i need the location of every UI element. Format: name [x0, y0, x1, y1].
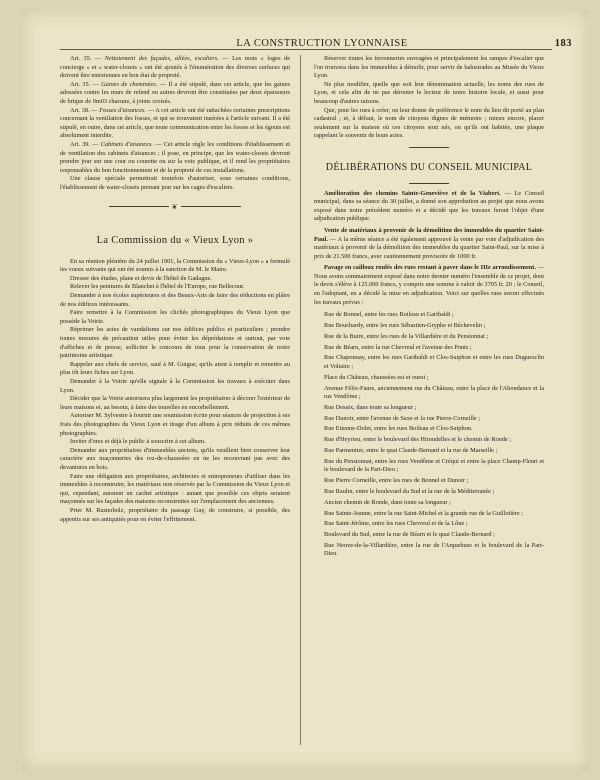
page-number: 183 [554, 38, 572, 49]
closing-paragraph: Une clause spéciale permettrait toutefois d'autoriser, sous certaines conditions, l'établissement de water-closets prenant jour sur les cages d'escaliers. [60, 175, 290, 191]
list-item: Rue de la Buire, entre les rues de la Villardière et du Pensionnat ; [324, 332, 489, 340]
paragraph: Que, pour les rues à créer, on leur donne de préférence le nom du lieu dit porté au plan cadastral ; et, à défaut, le nom de citoyens dignes de mémoire ; mieux encore, placer seulement sur la maison où ces citoyens sont nés, ou qu'ils ont habitée, une plaque rappelant le souvenir de leurs actes. [314, 106, 544, 140]
paragraph: Faire remettre à la Commission les clichés photographiques du Vieux Lyon que possède la Voirie. [60, 309, 290, 325]
paragraph: Relever les peintures de Blanchet à l'hôtel de l'Europe, rue Bellecour. [70, 283, 245, 291]
deliberation-item: Pavage en cailloux roulés des rues restant à paver dans le IIIe arrondissement. — Nous avons sommairement exposé dans notre dernier numéro l'ensemble de ce projet, dont le devis s'élève à 125.000 francs, y compris une somme à valoir de 3705 fr. 20 ; le Conseil, en l'adoptant, en a décidé la mise en adjudication. Voici sur quelles rues seront effectués les travaux prévus : [314, 264, 545, 306]
column-divider [300, 55, 301, 745]
list-item: Rue Parmentier, entre le quai Claude-Bernard et la rue de Marseille ; [324, 447, 498, 455]
list-item: Place du Château, chaussées est et ouest ; [324, 373, 429, 381]
article-paragraph: Art. 38. — Fosses d'aisances. — A cet article ont été rattachées certaines prescriptions concernant la ventilation des fosses, et qui se trouvaient insérées à l'article suivant. Il a été stipulé, en outre, dans cet article, que toute communication entre les fosses et les égouts est absolument interdite. [60, 106, 290, 140]
header-rule [60, 49, 552, 50]
paragraph: Autoriser M. Sylvestre à fournir une soumission écrite pour séances de projection à ses frais des photographies du Vieux Lyon et tirage d'un album à prix réduits de ces mêmes photographies. [60, 412, 290, 437]
paragraph: Décider que la Voirie autorisera plus largement les propriétaires à décorer l'extérieur de leurs maisons et, au besoin, à faire des tourelles en encorbellement. [60, 395, 290, 411]
deliberation-item: Amélioration des chemins Sainte-Geneviève et de la Viabert. — Le Conseil municipal, dans sa séance du 30 juillet, a donné son approbation au projet que nous avons exposé dans notre précédent numéro et a décidé que les travaux feront l'objet d'une adjudication publique. [314, 189, 544, 223]
list-item: Rue Dunoir, entre l'avenue de Saxe et la rue Pierre-Corneille ; [324, 414, 480, 422]
list-item: Boulevard du Sud, entre la rue de Béarn et le quai Claude-Bernard ; [324, 531, 495, 539]
list-item: Rue Raulin, entre le boulevard du Sud et la rue de la Méditerranée ; [324, 487, 495, 495]
section-title-vieux-lyon: La Commission du « Vieux Lyon » [96, 235, 254, 247]
paragraph: Réserver toutes les ferronneries ouvragées et principalement les rampes d'escalier que l'on trouvera dans les immeubles à démolir, pour servir de balustrades au Musée du Vieux Lyon. [314, 55, 544, 80]
article-paragraph: Art. 35. — Gaines de cheminées. — Il a été stipulé, dans cet article, que les gaines adossées contre les murs de refend ou autres devront être constituées par deux épaisseurs de brique de 0m03 chacune, à joints croisés. [60, 80, 290, 105]
journal-title: LA CONSTRUCTION LYONNAISE [236, 38, 408, 49]
list-item: Ancien chemin de Ronde, dans toute sa longueur ; [324, 498, 451, 506]
paragraph: Demander à la Voirie qu'elle signale à la Commission les travaux à exécuter dans Lyon. [60, 378, 290, 394]
section-separator [409, 147, 449, 148]
intro-paragraphs [314, 55, 544, 141]
list-item: Rue de Béarn, entre la rue Chevreul et l'avenue des Ponts ; [324, 343, 472, 351]
paragraph: Inviter d'ores et déjà le public à souscrire à cet album. [70, 438, 206, 446]
list-item: Rue Saint-Jérôme, entre les rues Chevreul et de la Lône ; [324, 520, 468, 528]
street-list [314, 311, 544, 559]
list-item: Rue Bouchardy, entre les rues Sébastien-Gryphe et Béchevelin ; [324, 322, 486, 330]
left-column [60, 55, 290, 524]
list-item: Rue Neuve-de-la-Villardière, entre la rue de l'Arquebuse et le boulevard de la Part-Dieu. [324, 541, 544, 558]
article-paragraph: Art. 39. — Cabinets d'aisances. — Cet article règle les conditions d'établissement et de ventilation des cabinets d'aisances ; il pose, en principe, que les water-closets devront prendre jour sur une cour ou courette ou sur la voie publique, et il rend les propriétaires responsables du bon fonctionnement et de la propreté de ces installations. [60, 140, 290, 174]
paragraph: Prier M. Rusterholz, propriétaire du passage Gay, de construire, si possible, des appentis sur ses antiquités pour en éviter l'effritement. [60, 506, 290, 523]
list-item: Rue Pierre Corneille, entre les rues de Bonnel et Dunoir ; [324, 477, 469, 485]
paragraph: En sa réunion plénière du 24 juillet 1901, la Commission du « Vieux-Lyon » a formulé les voeux suivants qui ont été soumis à la sanction de M. le Maire. [60, 257, 290, 274]
list-item: Avenue Félix-Faure, anciennement rue du Château, entre la place de l'Abondance et la rue Vendôme ; [324, 384, 544, 401]
paragraph: Rappeler aux chefs de service, sauf à M. Guigue, qu'ils aient à remplir et remettre au plus tôt leurs fiches sur Lyon. [60, 360, 290, 377]
section-title-deliberations: DÉLIBÉRATIONS DU CONSEIL MUNICIPAL [325, 161, 533, 173]
right-column [314, 55, 544, 561]
list-item: Rue de Bonnel, entre les rues Boileau et Garibaldi ; [324, 311, 454, 319]
deliberation-item: Vente de matériaux à provenir de la démolition des immeubles du quartier Saint-Paul. — A la même séance a été également approuvé la vente par voie d'adjudication des matériaux à provenir de la démolition des immeubles du quartier Saint-Paul, sur la mise à prix de 21.500 francs, avec cautionnement provisoire de 1000 fr. [314, 226, 544, 260]
list-item: Rue Desaix, dans toute sa longueur ; [324, 403, 417, 411]
paragraph: Demander aux propriétaires d'immeubles anciens, qu'ils veuillent bien conserver leur caractère aux maçonneries des rez-de-chaussées en ne les recouvrant pas avec des devantures en bois. [60, 446, 290, 471]
list-item: Rue du Pensionnat, entre les rues Vendôme et Créqui et entre la place Champ-Fleuri et le boulevard de la Part-Dieu ; [324, 457, 544, 474]
articles-list [60, 55, 290, 193]
list-item: Rue Sainte-Jeanne, entre la rue Saint-Michel et la grande rue de la Guillotière ; [324, 509, 523, 517]
paragraph: Dresser des études, plans et devis de l'hôtel de Gadagne. [70, 274, 212, 282]
article-paragraph: Art. 35. — Nettoiement des façades, allées, escaliers. — Les mots « loges de concierge » et « water-closets » ont été ajoutés à l'énumération des diverses surfaces qui doivent être entretenues en bon état de propreté. [60, 55, 290, 80]
paragraph: Faire une obligation aux propriétaires, architectes et entrepreneurs d'utiliser dans les immeubles à reconstruire, les matériaux non réservés par la Commission du Vieux Lyon et qui, cependant, auraient un cachet artistique : autant que possible ces objets seraient maçonnés sur les façades des maisons reconstruites sur l'emplacement des anciennes. [60, 472, 290, 506]
vieux-lyon-paragraphs [60, 258, 290, 524]
deliberations-list [314, 190, 544, 308]
paragraph: Ne plus modifier, quelle que soit leur dénomination actuelle, les noms des rues de Lyon, et cela afin de ne pas dérouter le lecteur de notre histoire locale, et aussi pour beaucoup d'autres raisons. [314, 80, 544, 105]
list-item: Rue Chaponnay, entre les rues Garibaldi et Clos-Suiphon et entre les rues Duguesclin et Voltaire ; [324, 354, 544, 370]
list-item: Rue d'Heyrieu, entre le boulevard des Hirondelles et le chemin de Ronde ; [324, 436, 512, 444]
paragraph: Demander à nos écoles supérieures et des Beaux-Arts de faire des réductions en plâtre de nos édifices intéressants. [60, 292, 290, 308]
section-separator [409, 183, 449, 184]
section-ornament: ❦ [60, 203, 290, 212]
paragraph: Réprimer les actes de vandalisme sur nos édifices publics et particuliers ; prendre toutes mesures de précaution utiles pour éviter les déprédations et surtout, par voie d'affiches et de presse, solliciter le concours de tous pour la conservation de notre patrimoine artistique. [60, 326, 290, 360]
list-item: Rue Etienne-Dolet, entre les rues Boileau et Clos-Suiphon. [324, 425, 473, 433]
